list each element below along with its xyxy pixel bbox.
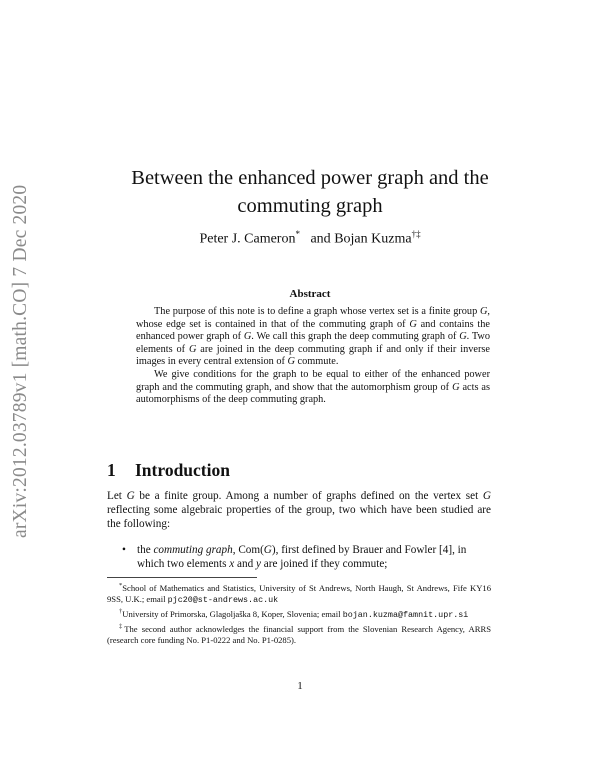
bullet-icon: • bbox=[122, 544, 126, 556]
footnote-divider bbox=[107, 577, 257, 578]
title-line-1: Between the enhanced power graph and the bbox=[131, 167, 489, 189]
section-number: 1 bbox=[107, 460, 116, 480]
abstract-body bbox=[136, 306, 490, 407]
section-heading bbox=[107, 460, 230, 481]
paper-title bbox=[100, 164, 520, 220]
section-title: Introduction bbox=[135, 460, 230, 480]
abstract-paragraph-2: We give conditions for the graph to be equal to either of the enhanced power graph and the commuting graph, and show that the automorphism group of G acts as automorphisms of the deep commuting graph. bbox=[136, 368, 491, 406]
list-item bbox=[122, 544, 492, 572]
author-kuzma: Bojan Kuzma bbox=[334, 231, 412, 247]
intro-paragraph: Let G be a finite group. Among a number of graphs defined on the vertex set G reflecting some algebraic properties of the group, two which have been studied are the following: bbox=[107, 490, 491, 530]
list-item-text: the commuting graph, Com(G), first defined by Brauer and Fowler [4], in which two elements x and y are joined if they commute; bbox=[137, 544, 467, 570]
abstract-paragraph-1: The purpose of this note is to define a graph whose vertex set is a finite group G, whose edge set is contained in that of the commuting graph of G and contains the enhanced power graph of G. We call this graph the deep commuting graph of G. Two elements of G are joined in the deep commuting graph if and only if their inverse images in every central extension of G commute. bbox=[136, 306, 490, 368]
arxiv-identifier: arXiv:2012.03789v1 [math.CO] 7 Dec 2020 bbox=[10, 184, 31, 538]
page-number: 1 bbox=[297, 680, 303, 692]
email-link-kuzma[interactable]: bojan.kuzma@famnit.upr.si bbox=[342, 609, 469, 620]
author-list bbox=[100, 229, 520, 248]
author-cameron: Peter J. Cameron bbox=[199, 231, 296, 247]
footnote-3: ‡The second author acknowledges the financial support from the Slovenian Research Agency, ARRS (research core funding No. P1-0222 and No. P1-0285). bbox=[107, 622, 491, 645]
author-cameron-mark: * bbox=[295, 229, 300, 239]
author-conjunction: and bbox=[310, 231, 331, 247]
footnote-1: *School of Mathematics and Statistics, University of St Andrews, North Haugh, St Andrews, Fife KY16 9SS, U.K.; email pjc20@st-andrews.ac.uk bbox=[107, 582, 491, 605]
footnotes bbox=[107, 580, 491, 646]
title-line-2: commuting graph bbox=[237, 195, 383, 217]
footnote-2: †University of Primorska, Glagoljaška 8, Koper, Slovenia; email bojan.kuzma@famnit.upr.si bbox=[119, 607, 469, 620]
abstract-heading: Abstract bbox=[289, 288, 331, 300]
author-kuzma-marks: †‡ bbox=[411, 229, 421, 239]
email-link-cameron[interactable]: pjc20@st-andrews.ac.uk bbox=[167, 594, 279, 605]
